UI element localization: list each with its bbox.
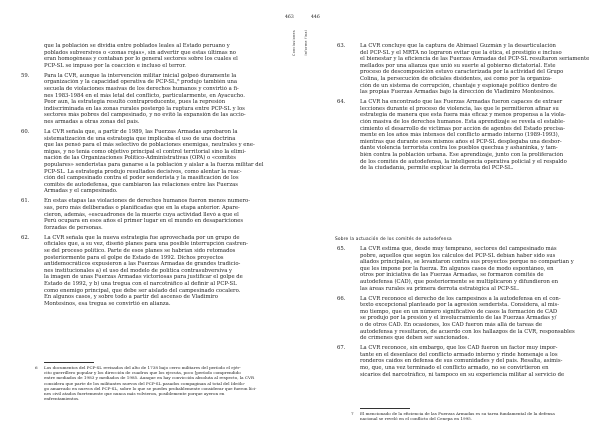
text-line: organización y la capacidad operativa de PCP-SL,⁶ produjo también una [44,79,238,86]
text-line: En algunos casos, y sobre todo a partir del ascenso de Vladimiro [44,294,218,301]
text-line: Armadas y el campesinado. [44,188,118,195]
paragraph [337,43,592,96]
footnote-line: Los documentos del PCP-SL revisados del alto de 1738 bajo cerro militares del período el ejér- [44,365,241,370]
footnote-number: 7 [351,411,354,416]
footnote-line: go amarrado en nuevos del PCP-SL, sobre lo que se puedes probablemente considerar que fueron líci- [44,385,257,391]
text-line: las propias Fuerzas Armadas bajo la dirección de Vladimiro Montesinos. [360,89,555,96]
paragraph-number: 66. [337,295,346,302]
text-line: ronderos caídos en defensa de sus comunidades y del país. Resalta, asimis- [360,358,563,365]
text-line: La CVR señala que, a partir de 1989, las Fuerzas Armadas aprobaron la [44,129,238,135]
right-page [300,0,600,431]
paragraph-number: 67. [337,345,346,352]
text-line: nación de las Organizaciones Político-Administrativas (OPA) o «comités [44,155,236,162]
right-footnote [351,411,592,422]
paragraph [44,43,276,69]
text-line: posteriormente para el golpe de Estado de 1992. Dichos proyectos [44,254,224,261]
text-line: de los comités de autodefensa, la inteligencia operativa policial y el respaldo [360,158,567,165]
text-line: autodefensa y resultaron, de acuerdo con los hallazgos de la CVR, responsables [360,328,575,335]
text-line: las áreas rurales su primera derrota estratégica al PCP-SL. [360,285,520,292]
text-line: de la ciudadanía, permite explicar la derrota del PCP-SL. [360,165,514,172]
text-line: o de otros CAD. En ocasiones, los CAD fueron más allá de tareas de [360,321,542,328]
text-line: comités de autodefensa, que cambiaron las relaciones entre las Fuerzas [44,181,239,188]
text-line: del PCP-SL y el MRTA no lograron evitar que la ética, el prestigio e incluso [360,49,562,56]
text-line: antidemocráticos expusieron a las Fuerzas Armadas de grandes tradicio- [44,261,241,268]
paragraph-number: 63. [337,43,346,49]
text-line: texto excepcional planteado por la agresión senderista. Considera, al mis- [360,302,560,309]
text-line: La CVR ha encontrado que las Fuerzas Armadas fueron capaces de extraer [360,99,563,106]
text-line: sistematización de una estrategia que implicaba el uso de una doctrina [44,135,236,142]
text-line: mo, que, una vez terminado el conflicto armado, no se convirtieron en [360,364,549,371]
text-line: que las pensó para el más selectivo de poblaciones enemigas, neutrales y ene- [44,142,255,149]
footnote-line: El mencionado de la eficiencia de las Fuerzas Armadas es su tarea fundamental de la defensa [360,411,555,416]
left-page-number: 463 [285,15,294,20]
text-line: ción del campesinado contra el poder senderista y la masificación de los [44,175,239,182]
footnote-number: 6 [35,365,38,370]
text-line: migas, y no tenía como objetivo principal el control territorial sino la elimi- [44,148,246,155]
text-line: aliados principales, se levantaron contra sus proyectos porque no compartían y [360,259,574,266]
paragraph-number: 61. [21,198,30,205]
text-line: sas, pero más deliberadas o planificadas que en la etapa anterior. Apare- [44,204,240,211]
text-line: ción de un sistema de corrupción, chantaje y espionaje político dentro de [360,82,557,89]
text-line: el bienestar y la eficiencia de las Fuerzas Armadas del PCP-SL resultaron seriamente [360,56,590,63]
paragraph-number: 64. [337,99,346,106]
text-line: Para la CVR, aunque la intervención militar inicial golpeó duramente la [44,72,237,79]
text-line: La CVR estima que, desde muy temprano, sectores del campesinado más [360,246,557,252]
paragraph [21,72,276,126]
footnote-line: nacional se reveló en el conflicto del Cenepa en 1995. [360,416,473,422]
paragraph [337,99,592,172]
text-line: bién contra la población urbana. Ese aprendizaje, junto con la proliferación [360,151,564,158]
text-line: mente en los años más intensos del conflicto armado interno (1989-1993), [360,132,560,139]
text-line: sectores más pobres del campesinado, y no evitó la expansión de las accio- [44,112,246,119]
text-line: proceso de descomposición estuvo caracterizada por la actividad del Grupo [360,69,564,76]
text-line: tante en el desenlace del conflicto armado interno y rinde homenaje a los [360,351,558,358]
text-line: La CVR señala que la nueva estrategia fue aprovechada por un grupo de [44,234,240,241]
text-line: se produjo por la presión y el involucramiento de las Fuerzas Armadas y/ [360,315,557,322]
text-line: autodefensa (CAD), que posteriormente se multiplicaron y difundieron en [360,278,559,285]
text-line: lecciones durante el proceso de violencia, las que le permitieron afinar su [360,105,559,112]
text-line: la imagen de unas Fuerzas Armadas victoriosas para justificar el golpe de [44,274,243,281]
paragraph-number: 59. [21,72,30,79]
text-line: Perú ocupara en esos años el primer lugar en el mundo en desapariciones [44,218,244,225]
text-line: En estas etapas las violaciones de derechos humanos fueron menos numero- [44,198,251,205]
right-page-number: 446 [311,15,320,20]
footnote-line: entre mediados de 1983 y mediados de 1985. Aunque en hay convicción absoluta al respecto, la CVR [44,375,255,381]
paragraph [21,129,276,195]
paragraph [21,198,276,231]
text-line: secuela de violaciones masivas de los derechos humanos y convirtió a fi- [44,85,239,92]
text-line: poblados subversivos o «zonas rojas», sin advertir que estas últimas no [44,49,236,56]
text-line: se del proceso político. Parte de esos planes se habrían sido retomados [44,247,236,254]
paragraph-number: 60. [21,129,30,135]
text-line: sicarios del narcotráfico, ni tampoco en su experiencia militar al servicio de [360,371,565,378]
text-line: mo tiempo, que en un número significativo de casos la formación de CAD [360,308,558,315]
left-running-head: Conclusiones [292,30,296,56]
footnote-line: nes civil atados fuertemente que nunca más volvieron, posiblemente porque ayeron en [44,391,225,397]
text-line: La CVR concluye que la captura de Abimael Guzmán y la desarticulación [360,43,556,49]
footnote-line: enfrentamientos. [44,396,80,402]
text-line: oficiales que, a su vez, diseñó planes para una posible interrupción castren- [44,241,248,248]
footnote-line: cito guerrillero popular y los dirección de cuadros que los ejecuta, poco [período comprendido [44,370,241,376]
text-line: que les impone por la fuerza. En algunos casos de modo espontáneo, en [360,265,554,272]
text-line: indiscriminada en las zonas rurales postergó la ruptura entre PCP-SL y los [44,105,245,112]
text-line: otros por iniciativa de las Fuerzas Armadas, se formaron comités de [360,272,544,279]
text-line: populares» senderistas para ganarse a la población y aislar a la fuerza militar del [44,161,264,168]
right-running-head: Informe final [304,30,308,56]
text-line: eran homogéneas y contaban por lo general sectores sobre los cuales el [44,56,238,63]
footnote-rule [44,362,94,363]
text-line: Peor aun, la estrategia resultó contraproducente, pues la represión [44,99,226,106]
text-line: estrategia de manera que esta fuera más eficaz y menos propensa a la viola- [360,112,566,119]
text-line: que la población se dividía entre poblados leales al Estado peruano y [44,43,230,49]
text-line: pobre, aquellos que según los cálculos del PCP-SL debían haber sido sus [360,252,556,259]
text-line: Estado de 1992, y b) una tregua con el narcotráfico al definir al PCP-SL [44,280,237,287]
text-line: nes 1983-1984 en el más letal del conflicto, particularmente, en Ayacucho. [44,92,245,99]
paragraph [337,345,592,378]
text-line: nes armadas a otras zonas del país. [44,118,140,125]
section-title: Sobre la actuación de los comités de autodefensa [335,237,452,242]
text-line: PCP-SL. La estrategia produjo resultados decisivos, como alentar la reac- [44,168,242,175]
paragraph-number: 62. [21,234,30,241]
paragraph [21,234,276,308]
text-line: PCP-SL se impuso por la coacción e incluso el terror. [44,62,186,69]
text-line: mientras que durante esos mismos años el PCP-SL desplegaba una desbor- [360,138,562,145]
footnote-line: considera que parte de los militantes nuevos del PCP-SL pasados compaginan al total del Ideólo- [44,380,246,386]
text-line: cieron, además, «escuadrones de la muerte cuya actividad llevó a que el [44,211,239,218]
paragraph [337,295,592,342]
text-line: cimiento el desarrollo de victimas por acción de agentes del Estado precisa- [360,125,565,132]
text-line: ción masiva de los derechos humanos. Esta aprendizaje se revela el estable- [360,118,565,125]
text-line: Colina, la persecución de oficiales disidentes, así como por la organiza- [360,75,552,82]
text-line: de crímenes que deben ser sancionados. [360,335,470,342]
text-line: dante violencia terrorista contra los pueblos quechua y ashaninka, y tam- [360,145,558,152]
text-line: forzadas de personas. [44,224,103,231]
paragraph-number: 65. [337,246,346,252]
paragraph [337,246,592,292]
text-line: La CVR reconoce el derecho de los campesinos a la autodefensa en el con- [360,295,561,302]
text-line: mellados por una alianza que unió su suerte al gobierno dictatorial. Este [360,62,556,69]
footnote-rule-right [360,408,410,409]
text-line: nes institucionales a) el uso del modelo de política contrasubversiva y [44,267,233,274]
text-line: Montesinos, esa tregua se convirtió en alianza. [44,300,171,307]
left-footnote [35,365,276,402]
text-line: como enemigo principal, que debe ser aislado del campesinado cocalero. [44,287,241,294]
text-line: La CVR reconoce, sin embargo, que los CAD fueron un factor muy impor- [360,345,558,352]
